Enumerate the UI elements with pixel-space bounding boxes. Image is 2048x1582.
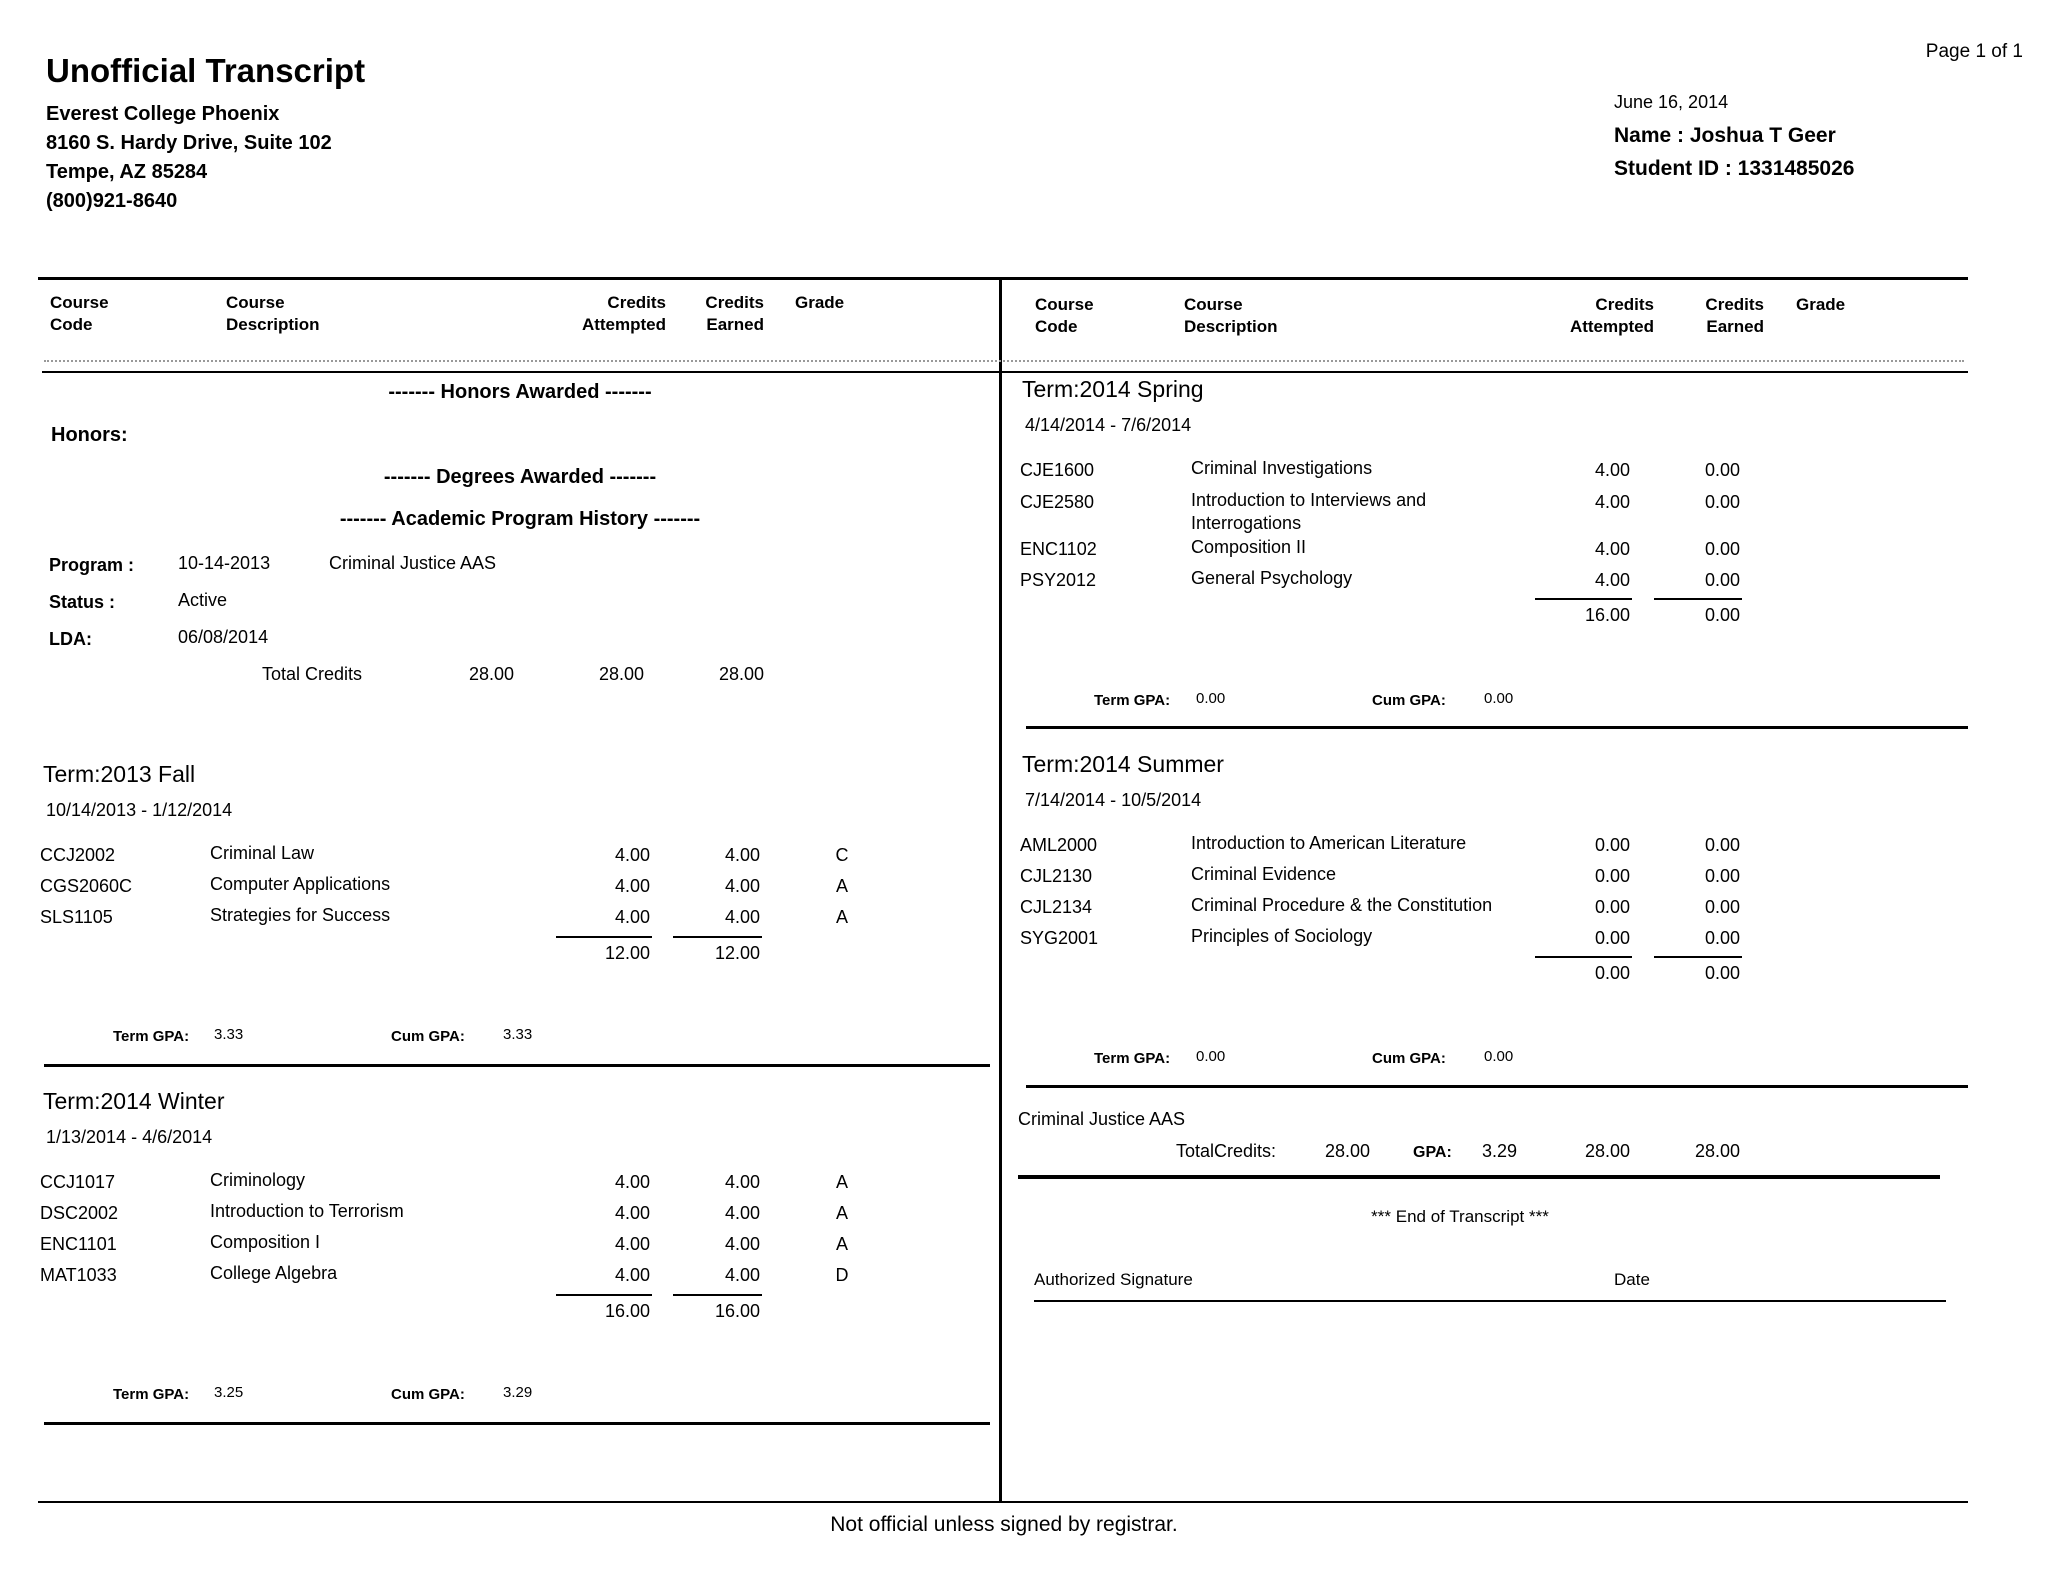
school-phone: (800)921-8640 [46, 190, 178, 212]
grade: A [835, 1172, 848, 1192]
summary-gpa-value: 3.29 [1482, 1141, 1518, 1161]
subtotal-rule [556, 936, 652, 938]
total-credits-label: Total Credits [262, 664, 363, 684]
subtotal-rule [673, 936, 762, 938]
term-dates: 7/14/2014 - 10/5/2014 [1025, 790, 1202, 810]
program-history-heading: ------- Academic Program History ------- [339, 508, 701, 530]
total-credits-attempted: 28.00 [598, 664, 644, 684]
term-gpa-label: Term GPA: [1094, 692, 1171, 709]
credits-earned: 4.00 [724, 907, 760, 927]
credits-attempted: 4.00 [614, 907, 650, 927]
credits-earned: 4.00 [724, 845, 760, 865]
credits-earned: 0.00 [1704, 570, 1740, 590]
term-total-attempted: 16.00 [1584, 605, 1630, 625]
grade: A [835, 1203, 848, 1223]
cum-gpa-value: 0.00 [1484, 690, 1514, 707]
school-address-line1: 8160 S. Hardy Drive, Suite 102 [46, 132, 332, 154]
course-description-continued: Interrogations [1191, 513, 1302, 533]
term-gpa-value: 0.00 [1196, 1048, 1226, 1065]
subtotal-rule [1654, 956, 1742, 958]
course-code: CJE1600 [1020, 460, 1095, 480]
credits-earned: 0.00 [1704, 492, 1740, 512]
credits-attempted: 4.00 [1594, 492, 1630, 512]
cum-gpa-value: 3.33 [503, 1026, 533, 1043]
table-bottom-rule [38, 1501, 1968, 1503]
course-description: Criminal Procedure & the Constitution [1191, 895, 1493, 915]
term-total-attempted: 0.00 [1594, 963, 1630, 983]
credits-earned: 0.00 [1704, 835, 1740, 855]
credits-earned: 4.00 [724, 1234, 760, 1254]
summary-gpa-label: GPA: [1413, 1144, 1452, 1161]
term-gpa-label: Term GPA: [113, 1028, 190, 1045]
subtotal-rule [1535, 598, 1632, 600]
course-description: Composition I [210, 1232, 321, 1252]
school-address-line2: Tempe, AZ 85284 [46, 161, 208, 183]
course-code: AML2000 [1020, 835, 1098, 855]
grade: A [835, 876, 848, 896]
header-grade: Grade [1796, 295, 1846, 314]
credits-attempted: 4.00 [1594, 539, 1630, 559]
page-title: Unofficial Transcript [46, 52, 366, 89]
header-credits-attempted: Credits Attempted [581, 293, 666, 334]
term-dates: 4/14/2014 - 7/6/2014 [1025, 415, 1192, 435]
course-code: MAT1033 [40, 1265, 117, 1285]
cum-gpa-value: 0.00 [1484, 1048, 1514, 1065]
summary-bottom-rule [1018, 1175, 1940, 1179]
term-title: Term:2014 Winter [43, 1088, 225, 1114]
term-title: Term:2013 Fall [43, 761, 196, 787]
credits-attempted: 0.00 [1594, 897, 1630, 917]
credits-earned: 4.00 [724, 1203, 760, 1223]
credits-attempted: 0.00 [1594, 866, 1630, 886]
course-description: Introduction to Terrorism [210, 1201, 404, 1221]
program-name: Criminal Justice AAS [329, 553, 497, 573]
program-date: 10-14-2013 [178, 553, 271, 573]
header-grade: Grade [795, 293, 845, 312]
term-gpa-value: 3.33 [214, 1026, 244, 1043]
course-code: CGS2060C [40, 876, 133, 896]
lda-value: 06/08/2014 [178, 627, 269, 647]
term-gpa-label: Term GPA: [1094, 1050, 1171, 1067]
header-credits-earned: Credits Earned [705, 293, 764, 334]
course-description: Introduction to American Literature [1191, 833, 1467, 853]
cum-gpa-label: Cum GPA: [1372, 692, 1446, 709]
term-total-attempted: 12.00 [604, 943, 650, 963]
credits-earned: 4.00 [724, 1265, 760, 1285]
credits-attempted: 4.00 [614, 1265, 650, 1285]
course-code: ENC1101 [40, 1234, 117, 1254]
course-code: CJE2580 [1020, 492, 1095, 512]
header-dotted-rule [44, 360, 1964, 362]
grade: C [835, 845, 849, 865]
credits-attempted: 4.00 [614, 1172, 650, 1192]
credits-attempted: 4.00 [614, 1203, 650, 1223]
term-dates: 1/13/2014 - 4/6/2014 [46, 1127, 213, 1147]
course-code: PSY2012 [1020, 570, 1097, 590]
total-credits-value: 28.00 [468, 664, 514, 684]
honors-label: Honors: [51, 424, 128, 446]
credits-earned: 0.00 [1704, 928, 1740, 948]
lda-label: LDA: [49, 629, 92, 649]
signature-line [1034, 1300, 1946, 1302]
term-bottom-rule [1026, 726, 1968, 729]
term-gpa-value: 0.00 [1196, 690, 1226, 707]
grade: D [835, 1265, 849, 1285]
course-description: General Psychology [1191, 568, 1353, 588]
program-label: Program : [49, 555, 135, 575]
course-description: College Algebra [210, 1263, 338, 1283]
course-description: Criminal Law [210, 843, 315, 863]
footer-note: Not official unless signed by registrar. [830, 1513, 1178, 1536]
school-name: Everest College Phoenix [46, 103, 280, 125]
total-credits-earned: 28.00 [718, 664, 764, 684]
status-value: Active [178, 590, 228, 610]
term-bottom-rule [44, 1422, 990, 1425]
subtotal-rule [1654, 598, 1742, 600]
term-title: Term:2014 Spring [1022, 376, 1204, 402]
course-description: Strategies for Success [210, 905, 391, 925]
credits-attempted: 4.00 [614, 845, 650, 865]
report-date: June 16, 2014 [1614, 92, 1729, 112]
term-dates: 10/14/2013 - 1/12/2014 [46, 800, 233, 820]
header-bottom-rule [42, 371, 1968, 373]
term-total-earned: 12.00 [714, 943, 760, 963]
course-code: ENC1102 [1020, 539, 1097, 559]
course-code: SYG2001 [1020, 928, 1099, 948]
term-title: Term:2014 Summer [1022, 751, 1224, 777]
term-total-attempted: 16.00 [604, 1301, 650, 1321]
credits-earned: 0.00 [1704, 460, 1740, 480]
subtotal-rule [673, 1294, 762, 1296]
credits-attempted: 4.00 [1594, 570, 1630, 590]
course-description: Introduction to Interviews and [1191, 490, 1427, 510]
header-course-description: Course Description [226, 293, 320, 334]
student-id: Student ID : 1331485026 [1614, 157, 1855, 180]
credits-earned: 0.00 [1704, 866, 1740, 886]
term-total-earned: 0.00 [1704, 605, 1740, 625]
summary-credits-earned: 28.00 [1694, 1141, 1740, 1161]
credits-earned: 4.00 [724, 1172, 760, 1192]
course-description: Composition II [1191, 537, 1307, 557]
credits-attempted: 4.00 [614, 876, 650, 896]
student-name: Name : Joshua T Geer [1614, 124, 1836, 147]
header-credits-attempted: Credits Attempted [1569, 295, 1654, 336]
course-description: Criminal Investigations [1191, 458, 1373, 478]
cum-gpa-label: Cum GPA: [391, 1386, 465, 1403]
course-code: CJL2134 [1020, 897, 1093, 917]
course-description: Computer Applications [210, 874, 391, 894]
course-code: SLS1105 [40, 907, 113, 927]
header-credits-earned: Credits Earned [1705, 295, 1764, 336]
summary-program-name: Criminal Justice AAS [1018, 1109, 1186, 1129]
summary-credits-attempted: 28.00 [1584, 1141, 1630, 1161]
credits-earned: 0.00 [1704, 539, 1740, 559]
credits-attempted: 0.00 [1594, 928, 1630, 948]
course-description: Criminal Evidence [1191, 864, 1337, 884]
subtotal-rule [556, 1294, 652, 1296]
credits-earned: 4.00 [724, 876, 760, 896]
cum-gpa-label: Cum GPA: [391, 1028, 465, 1045]
course-description: Criminology [210, 1170, 306, 1190]
cum-gpa-label: Cum GPA: [1372, 1050, 1446, 1067]
signature-label: Authorized Signature [1034, 1270, 1193, 1289]
term-total-earned: 0.00 [1704, 963, 1740, 983]
grade: A [835, 907, 848, 927]
term-total-earned: 16.00 [714, 1301, 760, 1321]
term-gpa-value: 3.25 [214, 1384, 244, 1401]
credits-attempted: 4.00 [614, 1234, 650, 1254]
date-label: Date [1614, 1270, 1650, 1289]
course-description: Principles of Sociology [1191, 926, 1373, 946]
term-bottom-rule [44, 1064, 990, 1067]
summary-total-value: 28.00 [1324, 1141, 1370, 1161]
degrees-heading: ------- Degrees Awarded ------- [383, 466, 657, 488]
header-course-description: Course Description [1184, 295, 1278, 336]
page-number: Page 1 of 1 [1925, 41, 2023, 62]
table-top-rule [38, 277, 1968, 280]
cum-gpa-value: 3.29 [503, 1384, 533, 1401]
header-course-code: Course Code [50, 293, 109, 334]
course-code: CJL2130 [1020, 866, 1093, 886]
credits-attempted: 4.00 [1594, 460, 1630, 480]
header-course-code: Course Code [1035, 295, 1094, 336]
subtotal-rule [1535, 956, 1632, 958]
course-code: CCJ2002 [40, 845, 116, 865]
column-divider [999, 277, 1002, 1503]
summary-total-label: TotalCredits: [1176, 1141, 1277, 1161]
credits-attempted: 0.00 [1594, 835, 1630, 855]
course-code: DSC2002 [40, 1203, 119, 1223]
honors-heading: ------- Honors Awarded ------- [388, 381, 652, 403]
term-gpa-label: Term GPA: [113, 1386, 190, 1403]
course-code: CCJ1017 [40, 1172, 116, 1192]
term-bottom-rule [1026, 1085, 1968, 1088]
grade: A [835, 1234, 848, 1254]
end-of-transcript: *** End of Transcript *** [1371, 1207, 1549, 1226]
status-label: Status : [49, 592, 116, 612]
credits-earned: 0.00 [1704, 897, 1740, 917]
